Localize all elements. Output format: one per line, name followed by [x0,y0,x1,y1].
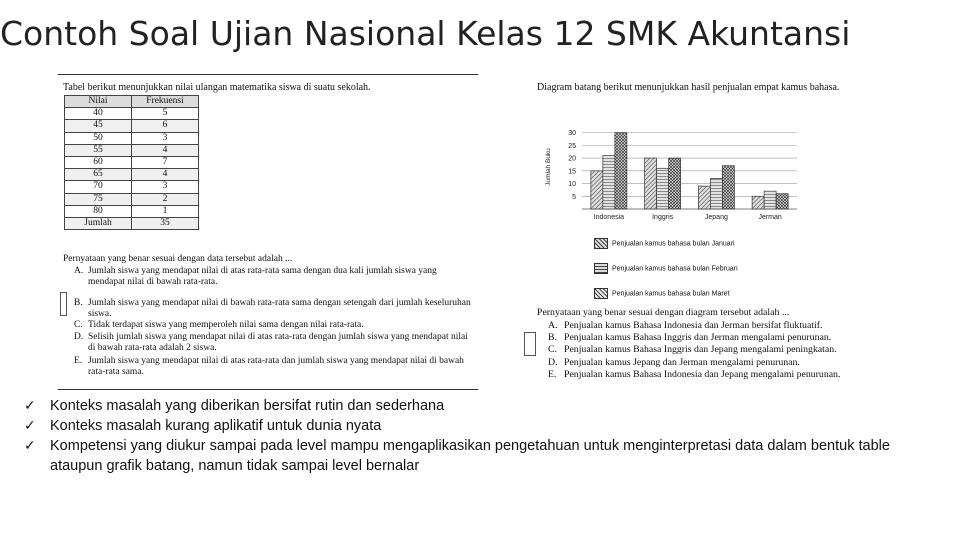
bar [698,186,710,209]
left-question-text: Pernyataan yang benar sesuai dengan data tersebut adalah ... [63,254,293,264]
table-cell-frekuensi: 3 [132,132,199,144]
table-cell-frekuensi: 4 [132,144,199,156]
option-letter: B. [548,332,557,344]
option-letter: C. [74,320,83,330]
answer-option [548,356,800,368]
bar [657,168,669,209]
table-header-nilai: Nilai [65,96,132,108]
option-text: Jumlah siswa yang mendapat nilai di atas rata-rata dan jumlah siswa yang mendapat nilai di bawah rata-rata sama. [88,356,464,377]
table-row [65,205,199,217]
table-cell-frekuensi: 1 [132,205,199,217]
answer-option [74,320,474,331]
bar [645,158,657,209]
bar [722,166,734,209]
bar [591,171,603,209]
option-text: Jumlah siswa yang mendapat nilai di atas rata-rata sama dengan dua kali jumlah siswa yang mendapat nilai di bawah rata-rata. [88,266,437,287]
bullet-item [24,436,924,476]
option-letter: D. [74,332,84,342]
table-cell-nilai: 75 [65,193,132,205]
answer-option [74,356,474,378]
bullet-item [24,416,924,436]
table-cell-nilai: 55 [65,144,132,156]
decorative-fragment [524,332,536,356]
table-header-row [65,96,199,108]
answer-option [548,320,823,331]
x-tick-label: Jerman [758,214,782,221]
legend-swatch [594,263,608,274]
legend-swatch [594,238,608,249]
table-row [65,144,199,156]
answer-option [548,344,837,356]
table-cell-nilai: 60 [65,156,132,168]
option-text: Penjualan kamus Bahasa Indonesia dan Jepang mengalami penurunan. [564,368,841,380]
table-row [65,181,199,193]
bullet-text: Kompetensi yang diukur sampai pada level mampu mengaplikasikan pengetahuan untuk menginterpretasi data dalam bentuk table ataupun grafik batang, namun tidak sampai level bernalar [50,438,890,474]
table-row [65,132,199,144]
table-row [65,217,199,229]
bullet-list [24,396,924,476]
y-tick-label: 15 [568,168,576,176]
y-axis-label: Jumlah Buku [545,148,552,186]
decorative-fragment [60,292,67,316]
option-letter: C. [548,344,557,356]
bar [764,191,776,209]
left-question-panel [58,74,478,390]
answer-option [548,368,841,380]
table-cell-nilai: 70 [65,181,132,193]
legend-label: Penjualan kamus bahasa bulan Januari [612,240,735,248]
y-tick-label: 30 [568,130,576,138]
table-cell-frekuensi: 4 [132,169,199,181]
x-tick-label: Indonesia [593,214,625,221]
option-letter: D. [548,356,558,368]
table-cell-nilai: 50 [65,132,132,144]
legend-swatch [594,288,608,299]
bar [710,178,722,209]
bullet-item [24,396,924,416]
bar-chart [542,113,802,233]
table-cell-nilai: 45 [65,120,132,132]
legend-label: Penjualan kamus bahasa bulan Maret [612,290,730,298]
bar [752,196,764,209]
bar [603,156,615,209]
frequency-table [64,95,199,230]
table-row [65,169,199,181]
option-letter: E. [548,368,557,380]
option-letter: E. [74,356,83,366]
x-tick-label: Jepang [704,214,728,221]
table-cell-frekuensi: 3 [132,181,199,193]
right-question-panel [532,78,924,390]
bullet-text: Konteks masalah kurang aplikatif untuk dunia nyata [50,418,382,434]
bar [669,158,681,209]
table-intro-text: Tabel berikut menunjukkan nilai ulangan matematika siswa di suatu sekolah. [63,82,371,93]
legend-entry [594,238,735,249]
y-tick-label: 10 [568,181,576,189]
table-cell-frekuensi: 35 [132,217,199,229]
table-cell-nilai: 65 [65,169,132,181]
chart-intro-text: Diagram batang berikut menunjukkan hasil penjualan empat kamus bahasa. [537,82,840,93]
y-tick-label: 20 [568,155,576,163]
option-text: Penjualan kamus Bahasa Inggris dan Jerman mengalami penurunan. [564,332,832,344]
answer-option [74,298,474,320]
table-cell-frekuensi: 6 [132,120,199,132]
y-tick-label: 5 [572,193,576,201]
option-text: Penjualan kamus Bahasa Inggris dan Jepang mengalami peningkatan. [564,344,837,356]
bar [776,194,788,209]
option-text: Selisih jumlah siswa yang mendapat nilai di atas rata-rata dengan jumlah siswa yang mendapat nilai di bawah rata-rata adalah 2 siswa. [88,332,468,353]
table-header-frekuensi: Frekuensi [132,96,199,108]
option-letter: B. [74,298,83,308]
table-cell-nilai: 40 [65,108,132,120]
table-cell-frekuensi: 5 [132,108,199,120]
checkmark-icon: ✓ [24,438,36,454]
bullet-text: Konteks masalah yang diberikan bersifat rutin dan sederhana [50,398,445,414]
table-row [65,156,199,168]
checkmark-icon: ✓ [24,418,36,434]
bar [615,133,627,209]
table-cell-frekuensi: 2 [132,193,199,205]
answer-option [74,332,474,354]
x-tick-label: Inggris [652,214,674,221]
table-cell-nilai: 80 [65,205,132,217]
legend-entry [594,263,738,274]
table-row [65,108,199,120]
option-text: Jumlah siswa yang mendapat nilai di bawah rata-rata sama dengan setengah dari jumlah keseluruhan siswa. [88,298,471,319]
answer-option [74,266,474,288]
table-cell-nilai: Jumlah [65,217,132,229]
slide-title: Contoh Soal Ujian Nasional Kelas 12 SMK Akuntansi [0,14,851,53]
legend-label: Penjualan kamus bahasa bulan Februari [612,265,738,273]
table-cell-frekuensi: 7 [132,156,199,168]
right-question-text: Pernyataan yang benar sesuai dengan diagram tersebut adalah ... [537,307,790,318]
y-tick-label: 25 [568,142,576,150]
option-letter: A. [74,266,84,276]
option-text: Tidak terdapat siswa yang memperoleh nilai sama dengan nilai rata-rata. [88,320,364,330]
answer-option [548,332,832,344]
option-text: Penjualan kamus Jepang dan Jerman mengalami penurunan. [564,356,800,368]
option-letter: A. [548,320,558,331]
table-row [65,193,199,205]
option-text: Penjualan kamus Bahasa Indonesia dan Jerman bersifat fluktuatif. [564,320,823,331]
legend-entry [594,288,730,299]
checkmark-icon: ✓ [24,398,36,414]
table-row [65,120,199,132]
